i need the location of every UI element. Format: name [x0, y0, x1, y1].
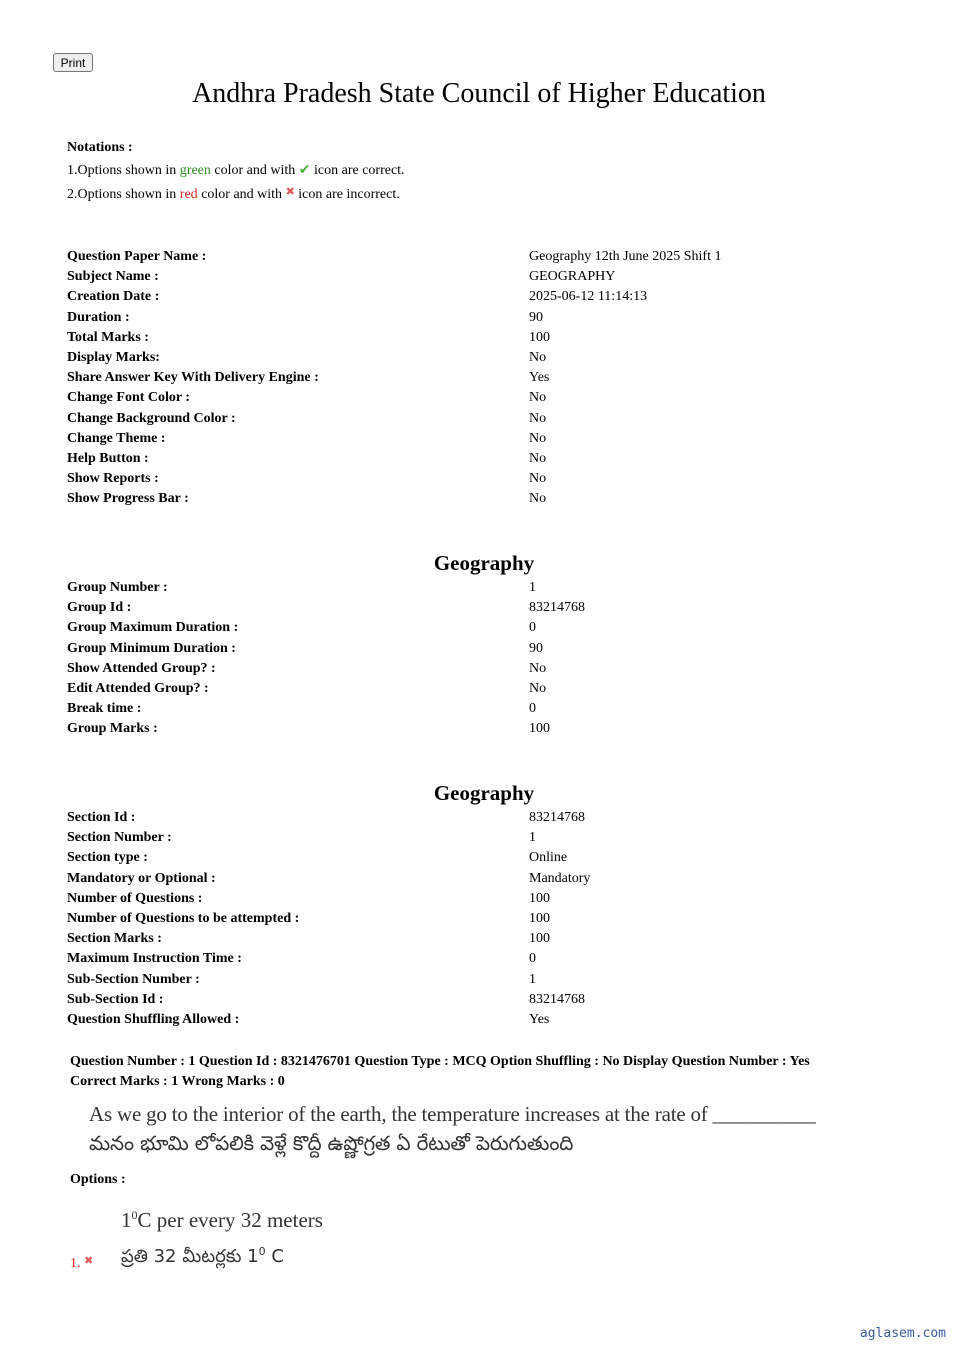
info-label: Show Progress Bar : — [67, 491, 189, 507]
info-label: Change Font Color : — [67, 390, 191, 406]
info-row — [67, 469, 907, 489]
info-label: Help Button : — [67, 450, 149, 466]
red-label: red — [179, 187, 198, 202]
info-row — [67, 429, 907, 449]
options-label: Options : — [70, 1172, 126, 1187]
question-meta-line2: Correct Marks : 1 Wrong Marks : 0 — [70, 1074, 285, 1089]
info-label: Display Marks: — [67, 349, 160, 365]
info-row — [67, 308, 907, 328]
option-1-number: 1. ✖ — [70, 1254, 94, 1271]
question-text-te: మనం భూమి లోపలికి వెళ్లే కొద్దీ ఉష్ణోగ్రత ఏ రేటుతో పెరుగుతుంది — [89, 1131, 574, 1155]
info-value: 83214768 — [529, 810, 585, 825]
info-row — [67, 970, 907, 990]
info-label: Group Number : — [67, 580, 168, 595]
info-label: Subject Name : — [67, 269, 159, 285]
info-label: Duration : — [67, 309, 130, 325]
info-label: Question Paper Name : — [67, 249, 207, 264]
info-row — [67, 848, 907, 868]
info-label: Break time : — [67, 701, 142, 717]
info-value: No — [529, 410, 547, 426]
print-button[interactable]: Print — [53, 53, 93, 72]
info-value: 100 — [529, 931, 550, 947]
info-value: 1 — [529, 580, 536, 595]
info-row — [67, 929, 907, 949]
notations — [67, 138, 405, 204]
info-value: 83214768 — [529, 991, 585, 1007]
info-label: Mandatory or Optional : — [67, 870, 216, 886]
info-label: Group Maximum Duration : — [67, 620, 239, 636]
info-row — [67, 388, 907, 408]
info-value: 100 — [529, 721, 550, 737]
info-value: Geography 12th June 2025 Shift 1 — [529, 249, 722, 264]
info-value: GEOGRAPHY — [529, 269, 616, 285]
info-row — [67, 348, 907, 368]
info-value: Yes — [529, 370, 550, 386]
info-value: 83214768 — [529, 600, 585, 616]
info-label: Sub-Section Id : — [67, 991, 164, 1007]
info-value: 1 — [529, 971, 536, 987]
info-value: Yes — [529, 1011, 550, 1027]
info-value: No — [529, 450, 547, 466]
info-label: Show Reports : — [67, 471, 159, 487]
cross-icon: ✖ — [84, 1254, 94, 1267]
info-value: Mandatory — [529, 870, 591, 886]
cross-icon: ✖ — [285, 185, 295, 198]
info-label: Number of Questions : — [67, 890, 203, 906]
info-label: Sub-Section Number : — [67, 971, 200, 987]
section-info-table — [67, 808, 907, 1030]
info-value: No — [529, 680, 547, 696]
info-value: Online — [529, 850, 568, 866]
info-label: Show Attended Group? : — [67, 660, 216, 676]
info-row — [67, 598, 907, 618]
info-value: No — [529, 349, 547, 365]
info-row — [67, 909, 907, 929]
info-value: 100 — [529, 329, 550, 345]
info-label: Total Marks : — [67, 329, 149, 345]
info-label: Number of Questions to be attempted : — [67, 910, 300, 926]
info-row — [67, 869, 907, 889]
info-row — [67, 328, 907, 348]
info-label: Maximum Instruction Time : — [67, 951, 242, 967]
group-title: Geography — [433, 551, 535, 575]
info-row — [67, 699, 907, 719]
paper-info-table — [67, 247, 907, 509]
info-value: 2025-06-12 11:14:13 — [529, 289, 648, 305]
info-row — [67, 489, 907, 509]
info-row — [67, 679, 907, 699]
green-label: green — [179, 163, 211, 178]
check-icon: ✔ — [298, 162, 311, 178]
info-value: No — [529, 491, 547, 507]
info-value: No — [529, 430, 547, 446]
info-label: Edit Attended Group? : — [67, 680, 209, 696]
question-meta — [70, 1052, 890, 1092]
info-label: Change Background Color : — [67, 410, 236, 426]
info-value: 100 — [529, 890, 550, 906]
question-text-en: As we go to the interior of the earth, the temperature increases at the rate of __________ — [89, 1102, 816, 1126]
info-value: 0 — [529, 620, 536, 636]
notation-correct: 1.Options shown in green color and with ✔ icon are correct. — [67, 162, 405, 178]
info-row — [67, 828, 907, 848]
info-label: Question Shuffling Allowed : — [67, 1011, 240, 1027]
info-row — [67, 247, 907, 267]
info-row — [67, 889, 907, 909]
question-text — [89, 1100, 816, 1158]
info-row — [67, 659, 907, 679]
group-info-table — [67, 578, 907, 740]
notations-title: Notations : — [67, 140, 133, 155]
info-value: 0 — [529, 951, 536, 967]
info-value: No — [529, 390, 547, 406]
info-row — [67, 1010, 907, 1030]
info-row — [67, 578, 907, 598]
info-label: Section Marks : — [67, 931, 162, 947]
info-label: Creation Date : — [67, 289, 160, 305]
section-title: Geography — [433, 781, 535, 805]
info-value: 1 — [529, 830, 536, 846]
info-row — [67, 409, 907, 429]
info-value: 0 — [529, 701, 536, 717]
info-label: Share Answer Key With Delivery Engine : — [67, 370, 319, 386]
info-row — [67, 990, 907, 1010]
option-1-text-en: $1^0C$ per every 32 meters — [121, 1208, 323, 1232]
info-label: Section Number : — [67, 830, 172, 846]
question-meta-line1: Question Number : 1 Question Id : 8321476701 Question Type : MCQ Option Shuffling : No Display Question Number : Yes — [70, 1054, 810, 1069]
info-row — [67, 808, 907, 828]
option-1-text-te: ప్రతి 32 మీటర్లకు $1^0$ C — [121, 1245, 284, 1267]
info-value: No — [529, 471, 547, 487]
notation-incorrect: 2.Options shown in red color and with ✖ icon are incorrect. — [67, 185, 400, 202]
info-row — [67, 949, 907, 969]
info-value: 90 — [529, 309, 543, 325]
info-row — [67, 639, 907, 659]
info-label: Section Id : — [67, 810, 136, 825]
info-label: Change Theme : — [67, 430, 166, 446]
watermark: aglasem.com — [859, 1326, 946, 1341]
option-1-content — [121, 1199, 323, 1273]
info-label: Group Id : — [67, 600, 132, 616]
info-label: Section type : — [67, 850, 148, 866]
info-label: Group Marks : — [67, 721, 158, 737]
info-row — [67, 449, 907, 469]
info-row — [67, 267, 907, 287]
info-row — [67, 368, 907, 388]
info-value: No — [529, 660, 547, 676]
info-row — [67, 618, 907, 638]
info-value: 100 — [529, 910, 550, 926]
info-value: 90 — [529, 640, 543, 656]
info-row — [67, 287, 907, 307]
info-row — [67, 719, 907, 739]
info-label: Group Minimum Duration : — [67, 640, 236, 656]
page-title: Andhra Pradesh State Council of Higher Education — [192, 78, 766, 109]
